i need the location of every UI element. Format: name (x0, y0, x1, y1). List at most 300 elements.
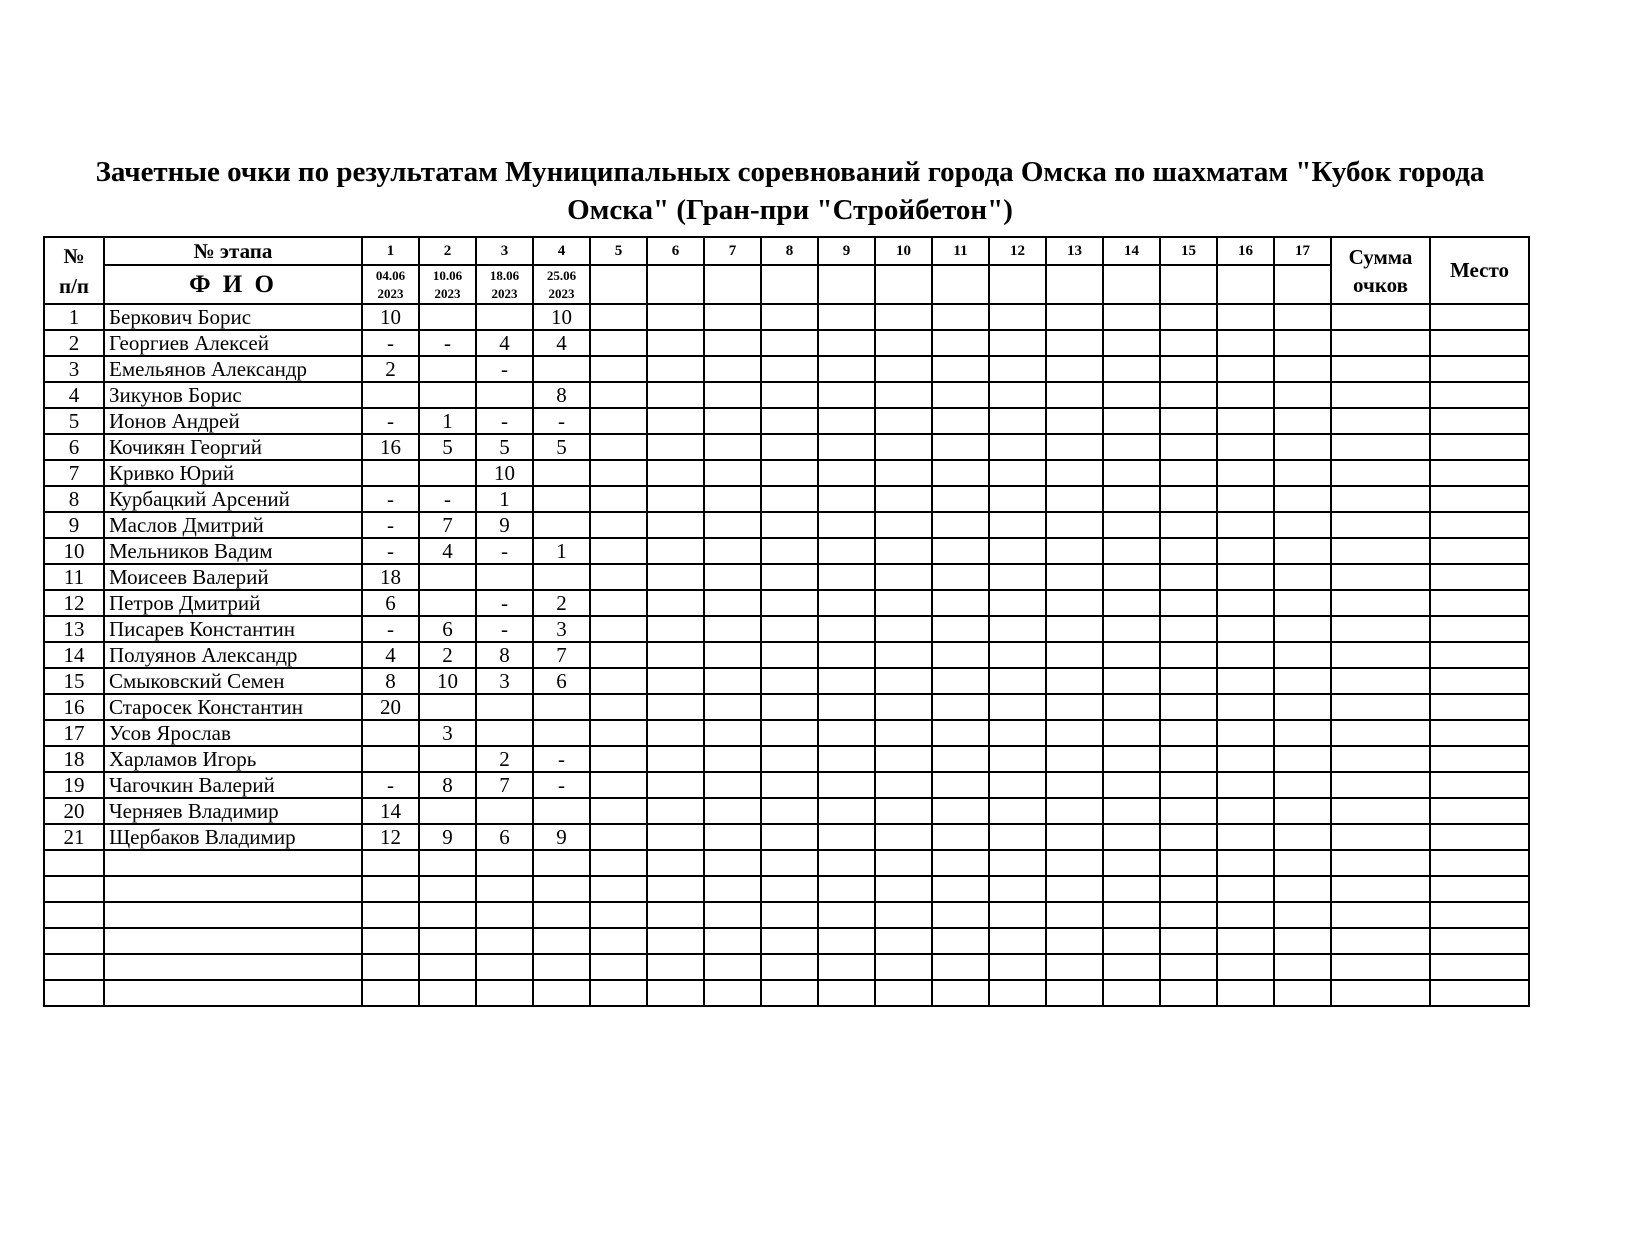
stage-score (1046, 616, 1103, 642)
stage-score (1103, 512, 1160, 538)
stage-score (1160, 902, 1217, 928)
stage-score (1217, 434, 1274, 460)
stage-score (932, 824, 989, 850)
stage-score (989, 772, 1046, 798)
stage-score (647, 694, 704, 720)
stage-score (1103, 408, 1160, 434)
row-number: 3 (44, 356, 104, 382)
stage-score (704, 590, 761, 616)
stage-score (362, 720, 419, 746)
stage-score (647, 954, 704, 980)
stage-score (1046, 564, 1103, 590)
stage-score (875, 980, 932, 1006)
stage-score: 9 (476, 512, 533, 538)
stage-score: 6 (476, 824, 533, 850)
sum-points (1331, 876, 1430, 902)
stage-score (590, 824, 647, 850)
stage-score (590, 434, 647, 460)
stage-score: 5 (533, 434, 590, 460)
player-name: Моисеев Валерий (104, 564, 362, 590)
sum-points-header-line2: очков (1353, 272, 1408, 297)
stage-score (647, 772, 704, 798)
stage-score (1103, 356, 1160, 382)
stage-score (761, 304, 818, 330)
row-number: 12 (44, 590, 104, 616)
stage-score (1217, 382, 1274, 408)
stage-score (818, 486, 875, 512)
stage-score: 4 (362, 642, 419, 668)
stage-score (818, 902, 875, 928)
stage-score (647, 902, 704, 928)
row-number: 7 (44, 460, 104, 486)
stage-score (875, 512, 932, 538)
place (1430, 720, 1529, 746)
stage-score (989, 668, 1046, 694)
stage-number-6: 6 (647, 237, 704, 265)
stage-score (590, 486, 647, 512)
stage-score (761, 746, 818, 772)
table-row (44, 876, 1529, 902)
stage-score (761, 356, 818, 382)
stage-score (761, 512, 818, 538)
stage-score: 1 (533, 538, 590, 564)
sum-points (1331, 460, 1430, 486)
stage-score (590, 980, 647, 1006)
stage-score (875, 668, 932, 694)
stage-score (476, 798, 533, 824)
stage-date-empty (1274, 265, 1331, 304)
stage-score (533, 486, 590, 512)
stage-number-14: 14 (1103, 237, 1160, 265)
stage-score (533, 356, 590, 382)
stage-score (818, 772, 875, 798)
stage-score (1160, 980, 1217, 1006)
place (1430, 590, 1529, 616)
stage-score (1046, 460, 1103, 486)
stage-score: - (362, 512, 419, 538)
player-name (104, 902, 362, 928)
stage-score (1274, 356, 1331, 382)
sum-points (1331, 356, 1430, 382)
stage-score (590, 902, 647, 928)
stage-score (989, 642, 1046, 668)
stage-score (1160, 668, 1217, 694)
stage-score (1274, 642, 1331, 668)
stage-score (761, 434, 818, 460)
stage-score (1103, 980, 1160, 1006)
stage-score (761, 928, 818, 954)
stage-score (1217, 564, 1274, 590)
table-row (44, 538, 1529, 564)
stage-score (590, 694, 647, 720)
stage-number-4: 4 (533, 237, 590, 265)
stage-score (1160, 356, 1217, 382)
stage-score (419, 564, 476, 590)
stage-score (1103, 746, 1160, 772)
stage-score (1217, 954, 1274, 980)
stage-date-1 (362, 265, 419, 304)
stage-score (704, 538, 761, 564)
stage-score (590, 642, 647, 668)
stage-score (590, 850, 647, 876)
table-row (44, 590, 1529, 616)
stage-score (1217, 590, 1274, 616)
stage-score (419, 356, 476, 382)
stage-score: 2 (419, 642, 476, 668)
stage-score: - (362, 330, 419, 356)
sum-points (1331, 668, 1430, 694)
stage-score: 1 (476, 486, 533, 512)
stage-number-16: 16 (1217, 237, 1274, 265)
stage-score (1160, 434, 1217, 460)
stage-score: 9 (419, 824, 476, 850)
stage-score (1046, 512, 1103, 538)
stage-score (533, 798, 590, 824)
stage-score (1217, 720, 1274, 746)
stage-score: - (476, 590, 533, 616)
table-row (44, 408, 1529, 434)
stage-score (1046, 642, 1103, 668)
stage-score (932, 876, 989, 902)
stage-score (1103, 902, 1160, 928)
stage-score (704, 980, 761, 1006)
stage-score (1217, 642, 1274, 668)
stage-score (1103, 460, 1160, 486)
stage-score (590, 616, 647, 642)
stage-score (1046, 824, 1103, 850)
stage-score (362, 928, 419, 954)
stage-score (875, 746, 932, 772)
stage-score (989, 928, 1046, 954)
stage-score (1217, 772, 1274, 798)
stage-score (932, 720, 989, 746)
sum-points (1331, 590, 1430, 616)
stage-score (1274, 538, 1331, 564)
stage-score: - (362, 616, 419, 642)
stage-score: - (533, 772, 590, 798)
stage-score (704, 902, 761, 928)
stage-score (704, 876, 761, 902)
stage-score (818, 694, 875, 720)
stage-score (932, 408, 989, 434)
stage-score (704, 954, 761, 980)
stage-score (818, 876, 875, 902)
player-name: Мельников Вадим (104, 538, 362, 564)
stage-score (419, 980, 476, 1006)
stage-score (647, 564, 704, 590)
stage-score (1274, 668, 1331, 694)
stage-score (932, 980, 989, 1006)
stage-score (533, 954, 590, 980)
stage-score (1103, 824, 1160, 850)
stage-score (1274, 720, 1331, 746)
place (1430, 850, 1529, 876)
stage-score (1274, 746, 1331, 772)
stage-score (1274, 330, 1331, 356)
stage-score: 20 (362, 694, 419, 720)
stage-score (1160, 616, 1217, 642)
player-name: Щербаков Владимир (104, 824, 362, 850)
stage-score (932, 772, 989, 798)
stage-score (1046, 902, 1103, 928)
stage-score (647, 330, 704, 356)
stage-score: 3 (476, 668, 533, 694)
stage-score: 7 (419, 512, 476, 538)
row-number: 15 (44, 668, 104, 694)
player-name: Зикунов Борис (104, 382, 362, 408)
table-row (44, 382, 1529, 408)
stage-score (647, 746, 704, 772)
stage-score (1217, 408, 1274, 434)
stage-score (704, 694, 761, 720)
row-number (44, 928, 104, 954)
stage-score (1217, 330, 1274, 356)
stage-score (476, 902, 533, 928)
stage-score (1103, 616, 1160, 642)
stage-score: 8 (419, 772, 476, 798)
stage-score (362, 746, 419, 772)
stage-score (818, 460, 875, 486)
stage-score (989, 694, 1046, 720)
stage-score (932, 642, 989, 668)
sum-points (1331, 616, 1430, 642)
sum-points (1331, 772, 1430, 798)
stage-score (875, 538, 932, 564)
table-row (44, 330, 1529, 356)
row-number (44, 902, 104, 928)
stage-score (818, 408, 875, 434)
stage-score (1160, 694, 1217, 720)
stage-score (1160, 512, 1217, 538)
stage-score (1046, 720, 1103, 746)
player-name (104, 850, 362, 876)
stage-date-empty (818, 265, 875, 304)
stage-score (1046, 330, 1103, 356)
stage-date-day: 04.06 (375, 267, 406, 283)
player-name: Старосек Константин (104, 694, 362, 720)
stage-score: 3 (419, 720, 476, 746)
place (1430, 746, 1529, 772)
stage-score (704, 850, 761, 876)
stage-score (1103, 694, 1160, 720)
sum-points (1331, 798, 1430, 824)
stage-score (590, 356, 647, 382)
stage-score (704, 668, 761, 694)
stage-date-empty (1160, 265, 1217, 304)
sum-points (1331, 538, 1430, 564)
sum-points (1331, 746, 1430, 772)
stage-score: 5 (419, 434, 476, 460)
stage-score (1274, 928, 1331, 954)
stage-score (989, 798, 1046, 824)
stage-score (590, 538, 647, 564)
row-number (44, 954, 104, 980)
stage-score (989, 954, 1046, 980)
stage-score (875, 772, 932, 798)
stage-score (704, 824, 761, 850)
table-row (44, 746, 1529, 772)
stage-score (1046, 980, 1103, 1006)
stage-score (818, 330, 875, 356)
stage-score (704, 408, 761, 434)
stage-score (932, 356, 989, 382)
stage-score (932, 330, 989, 356)
stage-score (1103, 304, 1160, 330)
player-name: Смыковский Семен (104, 668, 362, 694)
stage-score (1160, 850, 1217, 876)
stage-score (1274, 980, 1331, 1006)
stage-score (932, 564, 989, 590)
stage-score (1274, 590, 1331, 616)
stage-score (362, 460, 419, 486)
row-number: 17 (44, 720, 104, 746)
stage-date-year: 2023 (548, 285, 575, 301)
stage-score (989, 330, 1046, 356)
stage-score (533, 460, 590, 486)
stage-score (647, 408, 704, 434)
stage-date-year: 2023 (434, 285, 461, 301)
stage-score (419, 746, 476, 772)
stage-score (533, 564, 590, 590)
stage-score (704, 304, 761, 330)
table-row (44, 980, 1529, 1006)
place (1430, 772, 1529, 798)
stage-date-day: 10.06 (432, 267, 463, 283)
stage-score (1103, 798, 1160, 824)
stage-score (818, 850, 875, 876)
stage-score (761, 564, 818, 590)
player-name: Усов Ярослав (104, 720, 362, 746)
stage-score (647, 824, 704, 850)
stage-score (1046, 538, 1103, 564)
stage-date-4 (533, 265, 590, 304)
table-row (44, 954, 1529, 980)
stage-date-empty (989, 265, 1046, 304)
stage-score (1274, 772, 1331, 798)
table-row (44, 928, 1529, 954)
stage-score: 4 (533, 330, 590, 356)
stage-score (989, 304, 1046, 330)
stage-score (1103, 434, 1160, 460)
stage-score (875, 590, 932, 616)
stage-score (761, 720, 818, 746)
stage-date-2 (419, 265, 476, 304)
stage-score (647, 486, 704, 512)
place (1430, 382, 1529, 408)
stage-score (932, 694, 989, 720)
stage-date-empty (1103, 265, 1160, 304)
stage-score (761, 538, 818, 564)
stage-date-empty (932, 265, 989, 304)
stage-score (590, 382, 647, 408)
stage-score (419, 460, 476, 486)
stage-score (875, 304, 932, 330)
sum-points (1331, 304, 1430, 330)
stage-score (875, 434, 932, 460)
stage-score (476, 720, 533, 746)
stage-score (875, 850, 932, 876)
stage-date-day: 18.06 (489, 267, 520, 283)
stage-score: 7 (533, 642, 590, 668)
stage-score (1103, 954, 1160, 980)
place (1430, 798, 1529, 824)
sum-points-header (1331, 237, 1430, 304)
stage-score (761, 330, 818, 356)
stage-score (1103, 590, 1160, 616)
sum-points (1331, 512, 1430, 538)
stage-score (761, 824, 818, 850)
stage-score: 1 (419, 408, 476, 434)
stage-score (1274, 876, 1331, 902)
place (1430, 876, 1529, 902)
stage-score (818, 668, 875, 694)
stage-number-label: № этапа (104, 237, 362, 265)
stage-score (875, 954, 932, 980)
stage-score (1046, 694, 1103, 720)
stage-score (1160, 382, 1217, 408)
stage-score (818, 564, 875, 590)
stage-score (1274, 382, 1331, 408)
stage-score (1217, 746, 1274, 772)
stage-number-9: 9 (818, 237, 875, 265)
stage-score (1217, 304, 1274, 330)
stage-score (989, 590, 1046, 616)
stage-score (818, 928, 875, 954)
stage-score (1103, 642, 1160, 668)
stage-score (818, 798, 875, 824)
place (1430, 980, 1529, 1006)
stage-score (818, 356, 875, 382)
stage-score (590, 304, 647, 330)
header-row-dates (44, 265, 1529, 304)
stage-score (932, 538, 989, 564)
place (1430, 928, 1529, 954)
row-number: 18 (44, 746, 104, 772)
stage-score (647, 356, 704, 382)
table-row (44, 642, 1529, 668)
scores-table (43, 236, 1530, 1007)
place (1430, 356, 1529, 382)
stage-score (761, 486, 818, 512)
stage-score (875, 902, 932, 928)
stage-score: - (362, 408, 419, 434)
stage-score: - (362, 772, 419, 798)
stage-score (533, 694, 590, 720)
place (1430, 434, 1529, 460)
stage-score: 10 (362, 304, 419, 330)
stage-score (932, 616, 989, 642)
stage-score (1274, 824, 1331, 850)
stage-score (989, 434, 1046, 460)
stage-score (989, 746, 1046, 772)
stage-score (1274, 486, 1331, 512)
stage-score (989, 382, 1046, 408)
table-row (44, 694, 1529, 720)
stage-number-10: 10 (875, 237, 932, 265)
stage-score (1160, 590, 1217, 616)
table-row (44, 772, 1529, 798)
stage-date-empty (1046, 265, 1103, 304)
stage-score (875, 824, 932, 850)
stage-number-2: 2 (419, 237, 476, 265)
stage-score (875, 486, 932, 512)
stage-score (647, 512, 704, 538)
stage-score (1217, 512, 1274, 538)
stage-score (1160, 564, 1217, 590)
row-number (44, 980, 104, 1006)
stage-score (647, 434, 704, 460)
stage-score (476, 928, 533, 954)
